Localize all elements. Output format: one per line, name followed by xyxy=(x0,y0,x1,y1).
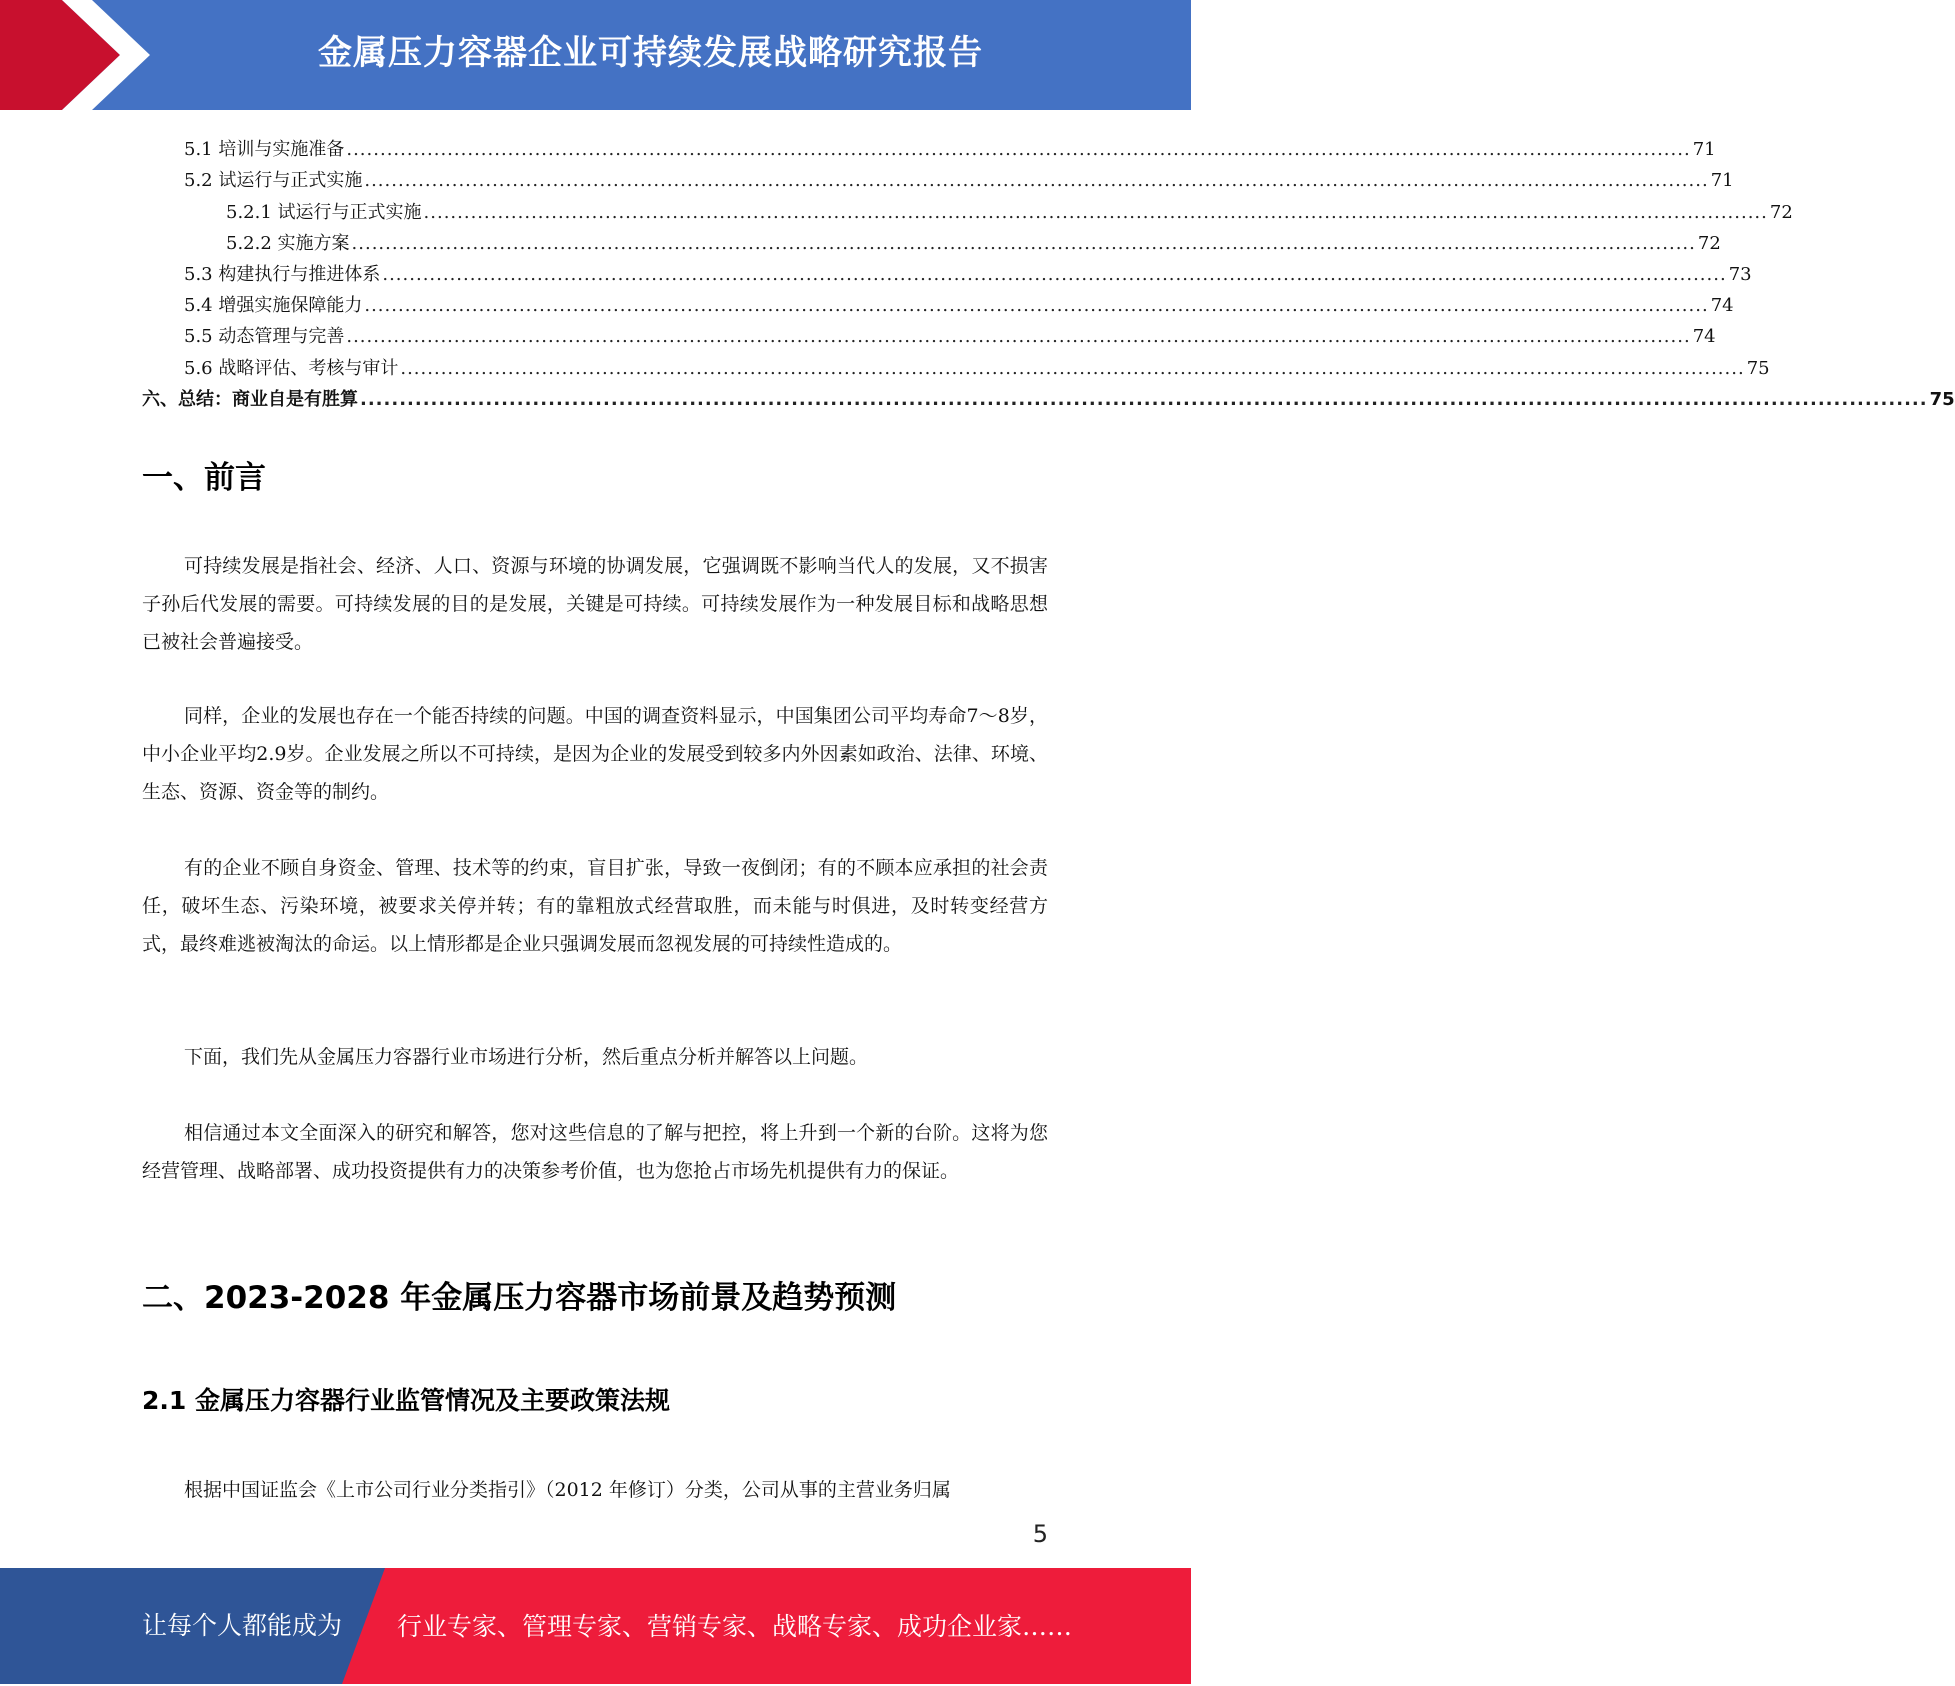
toc-entry-page: 73 xyxy=(1728,263,1752,285)
toc-entry[interactable] xyxy=(142,161,1734,192)
toc-entry-page: 74 xyxy=(1710,295,1734,317)
toc-entry[interactable] xyxy=(142,130,1716,161)
toc-leader-dots: ........................................................................................................................................................................................................ xyxy=(400,357,1745,379)
toc-entry[interactable] xyxy=(142,348,1770,379)
section-heading-preface: 一、前言 xyxy=(142,460,266,496)
toc-leader-dots: ........................................................................................................................................................................................................ xyxy=(364,170,1709,192)
sub-section-heading: 2.1 金属压力容器行业监管情况及主要政策法规 xyxy=(142,1386,670,1415)
paragraph: 同样，企业的发展也存在一个能否持续的问题。中国的调查资料显示，中国集团公司平均寿命7～8岁，中小企业平均2.9岁。企业发展之所以不可持续，是因为企业的发展受到较多内外因素如政治、法律、环境、生态、资源、资金等的制约。 xyxy=(142,705,1048,803)
toc-entry[interactable] xyxy=(142,192,1793,223)
toc-entry-page: 71 xyxy=(1692,139,1716,161)
table-of-contents xyxy=(142,130,1955,411)
toc-entry-page: 75 xyxy=(1746,357,1770,379)
toc-entry-page: 71 xyxy=(1710,170,1734,192)
toc-entry-page: 72 xyxy=(1697,232,1721,254)
page-number: 5 xyxy=(1032,1520,1048,1548)
toc-leader-dots: ........................................................................................................................................................................................................ xyxy=(346,139,1691,161)
toc-leader-dots: ........................................................................................................................................................................................................ xyxy=(423,201,1768,223)
toc-entry-page: 74 xyxy=(1692,326,1716,348)
toc-entry[interactable] xyxy=(142,286,1734,317)
report-title: 金属压力容器企业可持续发展战略研究报告 xyxy=(318,33,983,73)
paragraph: 根据中国证监会《上市公司行业分类指引》（2012 年修订）分类，公司从事的主营业务归属 xyxy=(184,1479,951,1501)
page-header xyxy=(0,0,1191,110)
toc-entry-label: 六、总结：商业自是有胜算 xyxy=(142,388,358,410)
toc-entry[interactable] xyxy=(142,224,1721,255)
toc-entry[interactable] xyxy=(142,255,1752,286)
toc-entry-label: 5.2.1 试运行与正式实施 xyxy=(226,201,422,223)
toc-entry-label: 5.5 动态管理与完善 xyxy=(184,326,345,348)
paragraph: 相信通过本文全面深入的研究和解答，您对这些信息的了解与把控，将上升到一个新的台阶。这将为您经营管理、战略部署、成功投资提供有力的决策参考价值，也为您抢占市场先机提供有力的保证。 xyxy=(142,1122,1048,1182)
paragraph: 下面，我们先从金属压力容器行业市场进行分析，然后重点分析并解答以上问题。 xyxy=(184,1046,869,1068)
toc-entry-label: 5.2.2 实施方案 xyxy=(226,232,350,254)
paragraph: 有的企业不顾自身资金、管理、技术等的约束，盲目扩张，导致一夜倒闭；有的不顾本应承担的社会责任，破坏生态、污染环境，被要求关停并转；有的靠粗放式经营取胜，而未能与时俱进，及时转变经营方式，最终难逃被淘汰的命运。以上情形都是企业只强调发展而忽视发展的可持续性造成的。 xyxy=(142,857,1048,955)
toc-leader-dots: ........................................................................................................................................................................................................ xyxy=(382,263,1727,285)
toc-entry-label: 5.4 增强实施保障能力 xyxy=(184,295,363,317)
toc-entry-page: 72 xyxy=(1769,201,1793,223)
toc-entry[interactable] xyxy=(142,380,1955,411)
footer-slogan-left: 让每个人都能成为 xyxy=(142,1611,343,1640)
toc-entry[interactable] xyxy=(142,317,1716,348)
toc-entry-label: 5.2 试运行与正式实施 xyxy=(184,170,363,192)
page-footer xyxy=(0,1568,1191,1684)
footer-slogan-right: 行业专家、管理专家、营销专家、战略专家、成功企业家…… xyxy=(397,1612,1073,1641)
toc-leader-dots: ........................................................................................................................................................................................................ xyxy=(360,388,1928,410)
paragraph: 可持续发展是指社会、经济、人口、资源与环境的协调发展，它强调既不影响当代人的发展，又不损害子孙后代发展的需要。可持续发展的目的是发展，关键是可持续。可持续发展作为一种发展目标和战略思想已被社会普遍接受。 xyxy=(142,555,1048,653)
toc-leader-dots: ........................................................................................................................................................................................................ xyxy=(364,295,1709,317)
toc-entry-page: 75 xyxy=(1929,388,1955,410)
section-heading-market-outlook: 二、2023-2028 年金属压力容器市场前景及趋势预测 xyxy=(142,1280,897,1316)
toc-entry-label: 5.6 战略评估、考核与审计 xyxy=(184,357,399,379)
toc-entry-label: 5.1 培训与实施准备 xyxy=(184,139,345,161)
toc-entry-label: 5.3 构建执行与推进体系 xyxy=(184,263,381,285)
toc-leader-dots: ........................................................................................................................................................................................................ xyxy=(346,326,1691,348)
toc-leader-dots: ........................................................................................................................................................................................................ xyxy=(351,232,1696,254)
